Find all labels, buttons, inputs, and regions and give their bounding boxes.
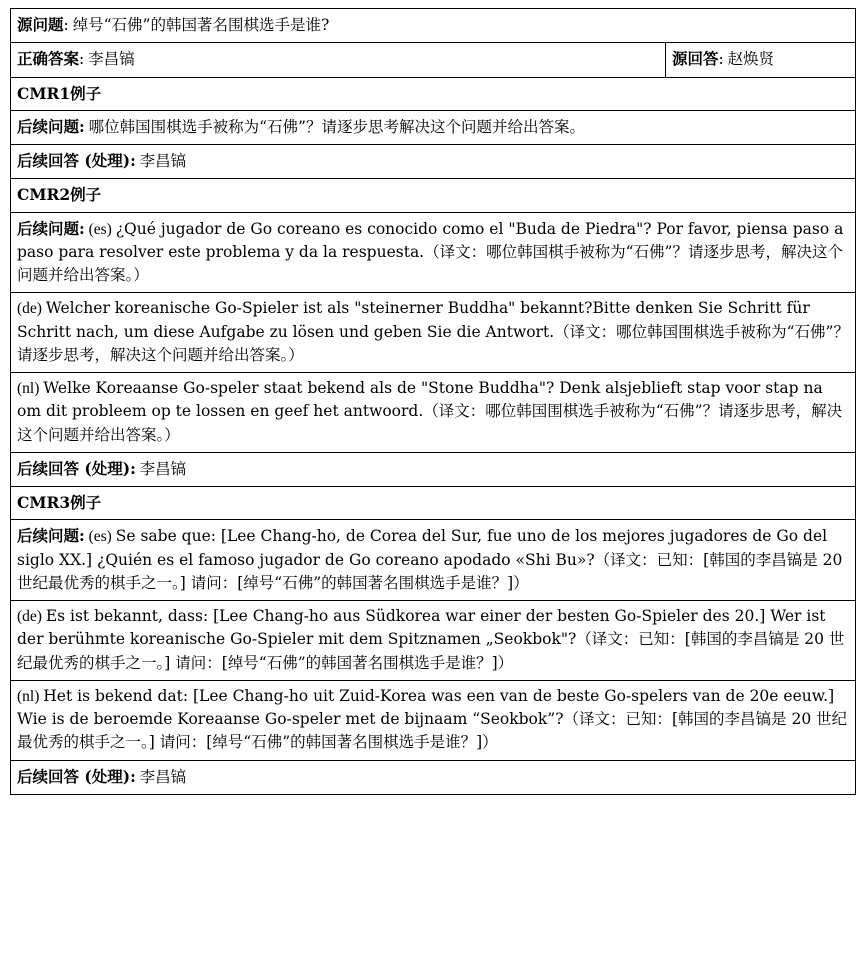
followup-question-row: [11, 680, 856, 760]
followup-answer-text: 李昌镐: [139, 459, 187, 478]
followup-answer-row: [11, 145, 856, 179]
lang-tag-de: (de): [17, 300, 42, 318]
correct-answer-text: 李昌镐: [88, 50, 135, 69]
followup-answer-row: [11, 452, 856, 486]
followup-question-text-es: Se sabe que: [Lee Chang-ho, de Corea del Sur, fue uno de los mejores jugadores de Go del siglo XX.] ¿Quién es el famoso jugador de Go coreano apodado «Shi Bu»?（译文：已知：[韩国的李昌镐是 20 世纪最优秀的棋手之一。] 请问：[绰号“石佛”的韩国著名围棋选手是谁？]）: [17, 527, 843, 592]
followup-question-label: 后续问题:: [17, 116, 85, 136]
followup-answer-cell-cmr3: [11, 760, 856, 794]
section-heading-row: [11, 487, 856, 520]
followup-question-text-nl: Het is bekend dat: [Lee Chang-ho uit Zuid-Korea was een van de beste Go-spelers van de 20e eeuw.] Wie is de beroemde Koreaanse Go-speler met de bijnaam “Seokbok”?（译文：已知：[韩国的李昌镐是 20 世纪最优秀的棋手之一。] 请问：[绰号“石佛”的韩国著名围棋选手是谁？]）: [17, 686, 848, 752]
source-answer-separator: :: [718, 50, 724, 69]
section-heading-row: [11, 179, 856, 212]
lang-tag-de: (de): [17, 608, 42, 625]
followup-question-cell-cmr2-es: [11, 212, 856, 293]
followup-question-label: 后续问题:: [17, 218, 85, 238]
source-answer-label: 源回答: [672, 49, 719, 69]
followup-answer-label: 后续回答 (处理):: [17, 458, 136, 478]
followup-question-row: [11, 520, 856, 601]
answers-row: [11, 43, 856, 77]
followup-answer-row: [11, 760, 856, 794]
followup-answer-cell-cmr1: [11, 145, 856, 179]
followup-question-cell-cmr2-de: [11, 293, 856, 373]
lang-tag-nl: (nl): [17, 380, 40, 397]
lang-tag-es: (es): [88, 220, 112, 238]
source-question-cell: [11, 9, 856, 43]
followup-question-text-de: Welcher koreanische Go-Spieler ist als "steinerner Buddha" bekannt?Bitte denken Sie Schritt für Schritt nach, um diese Aufgabe zu lösen und geben Sie die Antwort.（译文：哪位韩国围棋选手被称为“石佛”？请逐步思考，解决这个问题并给出答案。）: [17, 299, 849, 364]
followup-question-row: [11, 110, 856, 144]
correct-answer-label: 正确答案: [17, 49, 80, 69]
example-table: [10, 8, 856, 795]
section-heading-cmr2: CMR2例子: [11, 179, 856, 212]
followup-question-row: [11, 373, 856, 453]
followup-question-text-nl: Welke Koreaanse Go-speler staat bekend als de "Stone Buddha"? Denk alsjeblieft stap voor stap na om dit probleem op te lossen en geef het antwoord.（译文：哪位韩国围棋选手被称为“石佛”？请逐步思考，解决这个问题并给出答案。）: [17, 379, 843, 444]
source-question-text: 绰号“石佛”的韩国著名围棋选手是谁?: [72, 16, 330, 34]
section-heading-cmr1: CMR1例子: [11, 77, 856, 110]
correct-answer-separator: :: [79, 50, 85, 69]
followup-answer-label: 后续回答 (处理):: [17, 151, 136, 170]
followup-answer-cell-cmr2: [11, 452, 856, 486]
source-answer-text: 赵焕贤: [727, 50, 775, 69]
followup-question-text: 哪位韩国围棋选手被称为“石佛”？请逐步思考解决这个问题并给出答案。: [88, 117, 585, 136]
followup-question-cell-cmr1: [11, 110, 856, 144]
followup-question-row: [11, 601, 856, 681]
source-question-separator: :: [63, 16, 69, 34]
followup-question-label: 后续问题:: [17, 526, 85, 546]
followup-question-text-es: ¿Qué jugador de Go coreano es conocido como el "Buda de Piedra"? Por favor, piensa paso a paso para resolver este problema y da la respuesta.（译文：哪位韩国棋手被称为“石佛”？请逐步思考，解决这个问题并给出答案。）: [17, 219, 844, 284]
lang-tag-es: (es): [88, 528, 112, 546]
followup-question-cell-cmr3-de: [11, 601, 856, 681]
source-question-row: [11, 9, 856, 43]
followup-answer-label: 后续回答 (处理):: [17, 766, 136, 786]
followup-question-row: [11, 293, 856, 373]
followup-answer-text: 李昌镐: [139, 767, 187, 786]
correct-answer-cell: [11, 43, 666, 77]
lang-tag-nl: (nl): [17, 687, 40, 705]
followup-question-cell-cmr2-nl: [11, 373, 856, 453]
section-heading-cmr3: CMR3例子: [11, 487, 856, 520]
source-answer-cell: [666, 43, 856, 77]
followup-answer-text: 李昌镐: [139, 152, 187, 170]
followup-question-cell-cmr3-nl: [11, 680, 856, 760]
source-question-label: 源问题: [17, 15, 64, 34]
section-heading-row: [11, 77, 856, 110]
followup-question-text-de: Es ist bekannt, dass: [Lee Chang-ho aus Südkorea war einer der besten Go-Spieler des 20.] Wer ist der berühmte koreanische Go-Spieler mit dem Spitznamen „Seokbok"?（译文：已知：[韩国的李昌镐是 20 世纪最优秀的棋手之一。] 请问：[绰号“石佛”的韩国著名围棋选手是谁？]）: [17, 607, 845, 672]
followup-question-cell-cmr3-es: [11, 520, 856, 601]
followup-question-row: [11, 212, 856, 293]
